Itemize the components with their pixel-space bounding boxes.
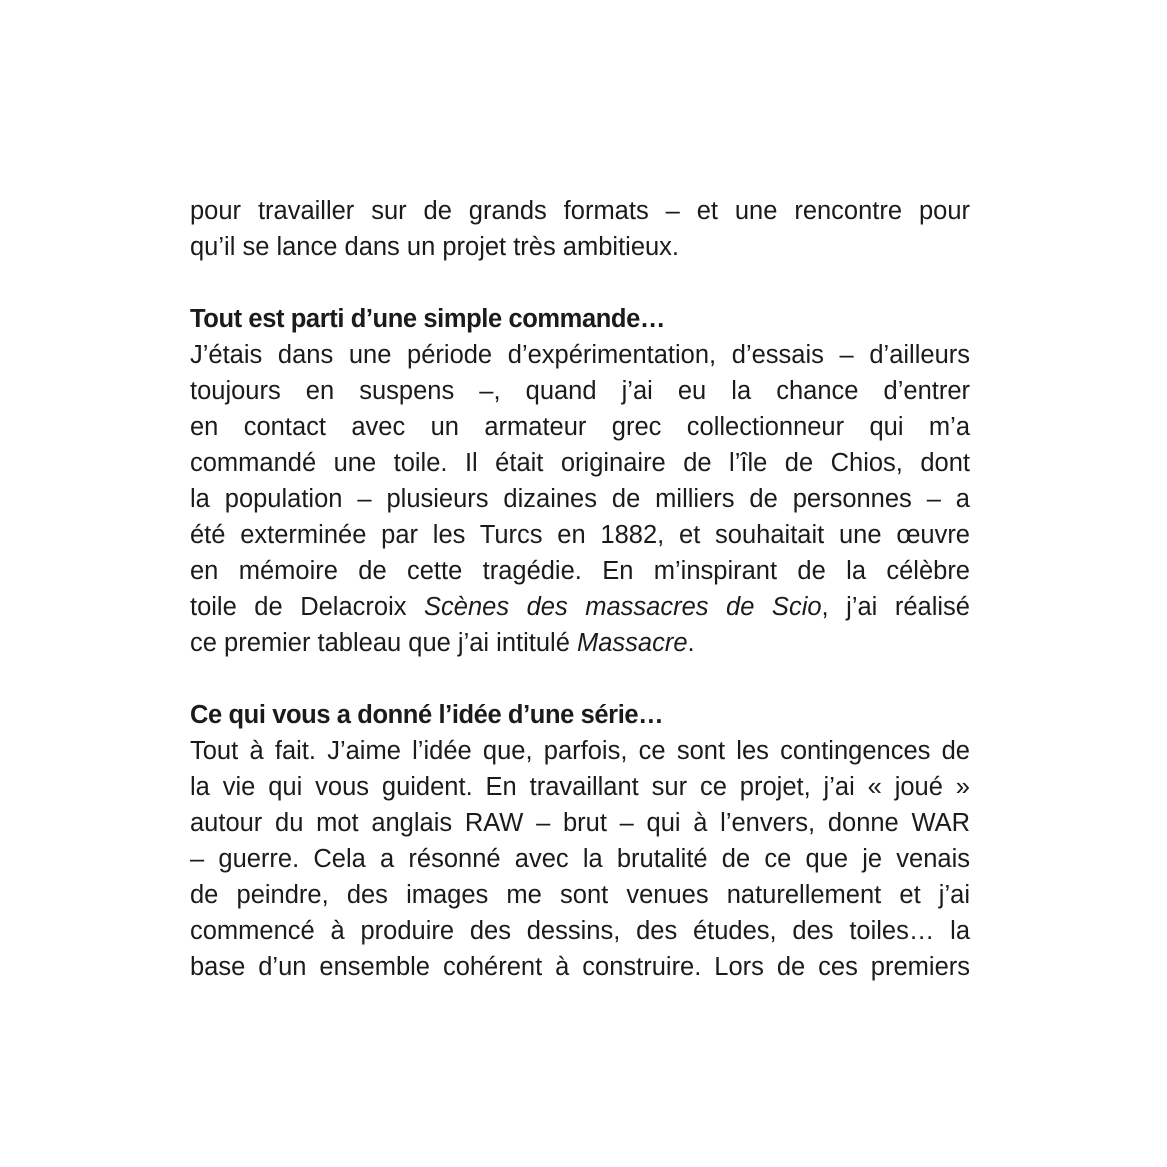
paragraph-gap	[190, 265, 970, 301]
text-line: Tout à fait. J’aime l’idée que, parfois, ce sont les contingences de	[190, 737, 970, 765]
text-line: autour du mot anglais RAW – brut – qui à l’envers, donne WAR	[190, 809, 970, 837]
section-heading: Tout est parti d’une simple commande…	[190, 305, 665, 333]
section-paragraph	[190, 337, 970, 661]
line-text: , j’ai réalisé	[821, 593, 970, 621]
intro-paragraph	[190, 193, 970, 265]
text-line: en mémoire de cette tragédie. En m’inspirant de la célèbre	[190, 557, 970, 585]
text-line: qu’il se lance dans un projet très ambitieux.	[190, 233, 680, 261]
text-line: pour travailler sur de grands formats – et une rencontre pour	[190, 197, 970, 225]
text-line: la vie qui vous guident. En travaillant sur ce projet, j’ai « joué »	[190, 773, 970, 801]
artwork-title: Massacre	[576, 629, 688, 657]
text-line: la population – plusieurs dizaines de milliers de personnes – a	[190, 485, 970, 513]
text-line: – guerre. Cela a résonné avec la brutalité de ce que je venais	[190, 845, 970, 873]
text-line: commencé à produire des dessins, des études, des toiles… la	[190, 917, 970, 945]
text-line: toujours en suspens –, quand j’ai eu la chance d’entrer	[190, 377, 970, 405]
line-text: ce premier tableau que j’ai intitulé	[190, 629, 577, 657]
text-line: commandé une toile. Il était originaire de l’île de Chios, dont	[190, 449, 970, 477]
section-heading: Ce qui vous a donné l’idée d’une série…	[190, 701, 664, 729]
text-line: J’étais dans une période d’expérimentation, d’essais – d’ailleurs	[190, 341, 970, 369]
text-line: base d’un ensemble cohérent à construire. Lors de ces premiers	[190, 953, 970, 981]
line-text: .	[687, 629, 695, 657]
text-line	[190, 625, 970, 661]
text-line	[190, 589, 970, 625]
line-text: toile de Delacroix	[190, 593, 425, 621]
text-line: été exterminée par les Turcs en 1882, et souhaitait une œuvre	[190, 521, 970, 549]
section-paragraph	[190, 733, 970, 985]
text-line: en contact avec un armateur grec collectionneur qui m’a	[190, 413, 970, 441]
article-page	[190, 193, 970, 985]
text-line: de peindre, des images me sont venues naturellement et j’ai	[190, 881, 970, 909]
paragraph-gap	[190, 661, 970, 697]
artwork-title: Scènes des massacres de Scio	[424, 593, 822, 621]
